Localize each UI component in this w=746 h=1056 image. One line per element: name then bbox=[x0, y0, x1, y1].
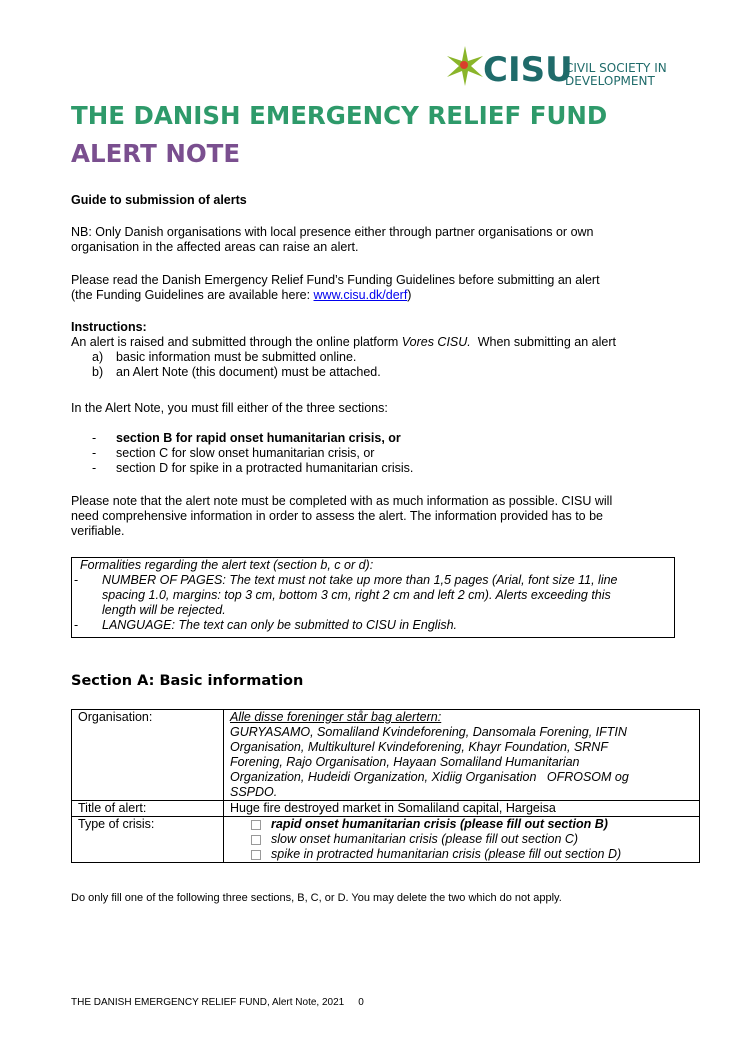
organisation-label: Organisation: bbox=[72, 710, 224, 801]
table-row bbox=[72, 710, 700, 801]
logo-tagline bbox=[565, 62, 667, 88]
crisis-type-options bbox=[224, 817, 700, 863]
formalities-heading: Formalities regarding the alert text (section b, c or d): bbox=[80, 558, 374, 572]
read-line-2-after: ) bbox=[407, 288, 412, 302]
guide-heading: Guide to submission of alerts bbox=[71, 193, 247, 207]
list-item-text: an Alert Note (this document) must be attached. bbox=[116, 365, 381, 379]
instructions-line-after: When submitting an alert bbox=[470, 335, 616, 349]
table-row bbox=[72, 817, 700, 863]
organisation-value[interactable] bbox=[224, 710, 700, 801]
page-footer bbox=[71, 997, 364, 1008]
star-logo-icon bbox=[443, 44, 487, 88]
list-item-text: section B for rapid onset humanitarian crisis, or bbox=[116, 431, 401, 445]
title-value[interactable]: Huge fire destroyed market in Somaliland capital, Hargeisa bbox=[224, 801, 700, 817]
instructions-line bbox=[71, 335, 681, 350]
logo-tagline-line2: DEVELOPMENT bbox=[565, 74, 655, 88]
list-marker: b) bbox=[92, 365, 104, 379]
section-a-heading: Section A: Basic information bbox=[71, 673, 304, 689]
title-label: Title of alert: bbox=[72, 801, 224, 817]
crisis-option-spike[interactable] bbox=[230, 847, 699, 862]
document-title: THE DANISH EMERGENCY RELIEF FUND bbox=[71, 101, 608, 130]
nb-paragraph bbox=[71, 225, 681, 255]
list-item bbox=[92, 461, 413, 476]
list-item bbox=[92, 446, 413, 461]
page-number: 0 bbox=[358, 997, 364, 1008]
instructions-list bbox=[92, 350, 381, 380]
formalities-item bbox=[72, 573, 674, 618]
checkbox-icon[interactable] bbox=[251, 835, 261, 845]
organisation-intro: Alle disse foreninger står bag alertern: bbox=[230, 710, 442, 724]
formalities-line: length will be rejected. bbox=[102, 603, 226, 617]
fill-note: Do only fill one of the following three sections, B, C, or D. You may delete the two which do not apply. bbox=[71, 892, 562, 904]
formalities-box bbox=[71, 557, 675, 638]
completeness-line-3: verifiable. bbox=[71, 524, 125, 538]
logo-tagline-line1: CIVIL SOCIETY IN bbox=[565, 61, 667, 75]
checkbox-icon[interactable] bbox=[251, 850, 261, 860]
organisation-line: Organisation, Multikulturel Kvindeforening, Khayr Foundation, SRNF bbox=[230, 740, 608, 754]
list-marker: - bbox=[74, 573, 79, 587]
organisation-line: Organization, Hudeidi Organization, Xidiig Organisation OFROSOM og bbox=[230, 770, 629, 784]
read-guidelines-paragraph bbox=[71, 273, 681, 303]
formalities-item bbox=[72, 618, 674, 633]
crisis-option-slow[interactable] bbox=[230, 832, 699, 847]
instructions-line-before: An alert is raised and submitted through the online platform bbox=[71, 335, 402, 349]
list-item bbox=[92, 350, 381, 365]
sections-intro: In the Alert Note, you must fill either of the three sections: bbox=[71, 401, 388, 415]
formalities-line: LANGUAGE: The text can only be submitted to CISU in English. bbox=[102, 618, 458, 632]
completeness-line-1: Please note that the alert note must be completed with as much information as possible. CISU will bbox=[71, 494, 613, 508]
table-row bbox=[72, 801, 700, 817]
sections-list bbox=[92, 431, 413, 476]
cisu-logo bbox=[443, 44, 683, 92]
checkbox-icon[interactable] bbox=[251, 820, 261, 830]
crisis-option-text: rapid onset humanitarian crisis (please fill out section B) bbox=[271, 817, 608, 831]
nb-line-1: NB: Only Danish organisations with local presence either through partner organisations or own bbox=[71, 225, 594, 239]
read-line-1: Please read the Danish Emergency Relief Fund’s Funding Guidelines before submitting an alert bbox=[71, 273, 600, 287]
list-marker: a) bbox=[92, 350, 104, 364]
crisis-option-text: spike in protracted humanitarian crisis (please fill out section D) bbox=[271, 847, 622, 861]
read-line-2-before: (the Funding Guidelines are available here: bbox=[71, 288, 314, 302]
list-item-text: section D for spike in a protracted humanitarian crisis. bbox=[116, 461, 414, 475]
read-line-2 bbox=[71, 288, 681, 303]
instructions-heading: Instructions: bbox=[71, 320, 147, 334]
completeness-paragraph bbox=[71, 494, 681, 539]
list-marker: - bbox=[92, 461, 97, 475]
document-subtitle: ALERT NOTE bbox=[71, 139, 241, 168]
formalities-line: NUMBER OF PAGES: The text must not take up more than 1,5 pages (Arial, font size 11, line bbox=[102, 573, 618, 587]
list-item bbox=[92, 431, 413, 446]
footer-text: THE DANISH EMERGENCY RELIEF FUND, Alert Note, 2021 bbox=[71, 997, 345, 1008]
crisis-type-label: Type of crisis: bbox=[72, 817, 224, 863]
organisation-line: SSPDO. bbox=[230, 785, 278, 799]
formalities-line: spacing 1.0, margins: top 3 cm, bottom 3 cm, right 2 cm and left 2 cm). Alerts exceeding this bbox=[102, 588, 611, 602]
list-item-text: basic information must be submitted online. bbox=[116, 350, 357, 364]
list-marker: - bbox=[92, 431, 97, 445]
logo-wordmark: CISU bbox=[483, 50, 573, 90]
basic-info-table bbox=[71, 709, 700, 863]
list-item bbox=[92, 365, 381, 380]
crisis-option-text: slow onset humanitarian crisis (please fill out section C) bbox=[271, 832, 579, 846]
platform-name: Vores CISU. bbox=[401, 335, 471, 349]
completeness-line-2: need comprehensive information in order to assess the alert. The information provided has to be bbox=[71, 509, 604, 523]
list-item-text: section C for slow onset humanitarian crisis, or bbox=[116, 446, 375, 460]
nb-line-2: organisation in the affected areas can raise an alert. bbox=[71, 240, 359, 254]
list-marker: - bbox=[92, 446, 97, 460]
guidelines-link[interactable]: www.cisu.dk/derf bbox=[313, 288, 408, 302]
crisis-option-rapid[interactable] bbox=[230, 817, 699, 832]
organisation-line: Forening, Rajo Organisation, Hayaan Somaliland Humanitarian bbox=[230, 755, 580, 769]
organisation-line: GURYASAMO, Somaliland Kvindeforening, Dansomala Forening, IFTIN bbox=[230, 725, 627, 739]
list-marker: - bbox=[74, 618, 79, 632]
